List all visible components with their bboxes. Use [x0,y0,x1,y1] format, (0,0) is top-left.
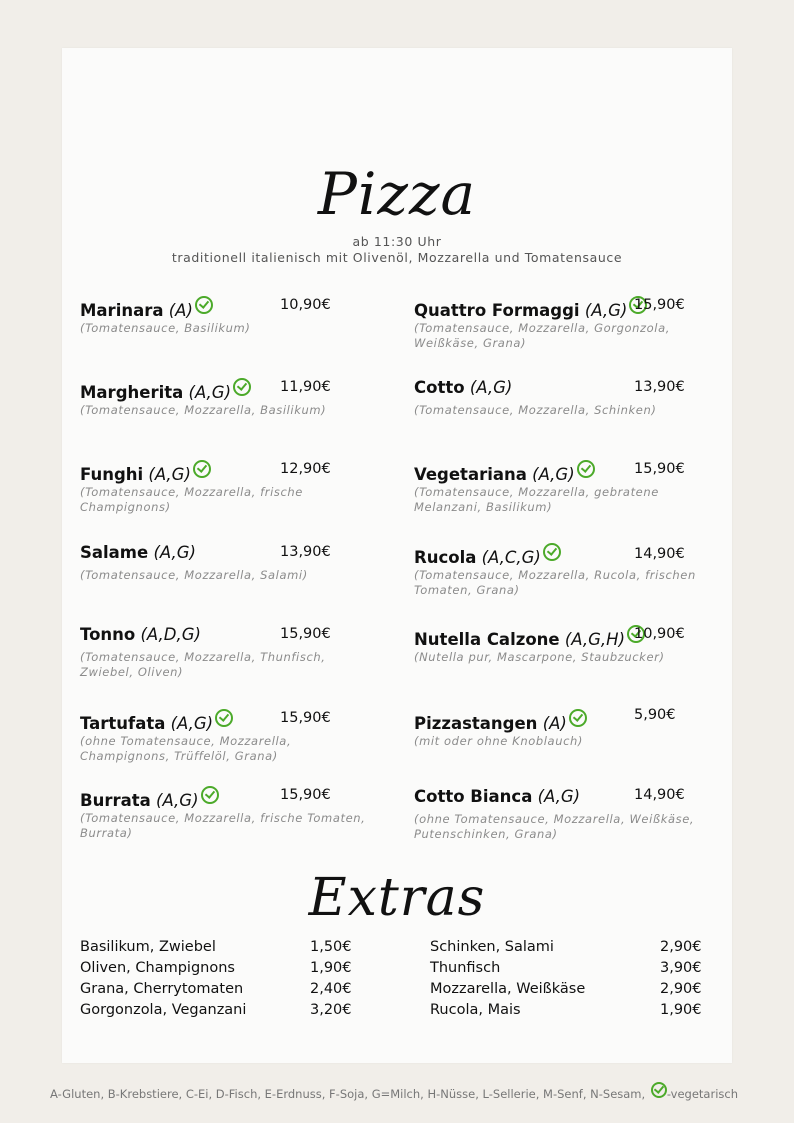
menu-item-price: 15,90€ [280,626,331,642]
menu-item-name: Salame [80,543,149,562]
menu-item-title [80,543,196,562]
menu-item-title [414,543,561,567]
menu-item-allergens: (A,C,G) [481,548,541,567]
menu-item-price: 14,90€ [634,546,685,562]
menu-item-price: 15,90€ [280,710,331,726]
menu-item-title [414,787,580,806]
menu-description: traditionell italienisch mit Olivenöl, Mozzarella und Tomatensauce [171,250,623,265]
extra-item-price: 2,90€ [660,981,702,997]
menu-item-description: (Tomatensauce, Mozzarella, Gorgonzola, Weißkäse, Grana) [414,321,670,350]
menu-item-title [414,296,647,320]
menu-item-price: 13,90€ [280,544,331,560]
menu-item-price: 14,90€ [634,787,685,803]
extra-item-name: Schinken, Salami [430,939,554,955]
menu-item-description: (Tomatensauce, Basilikum) [80,321,251,335]
menu-item-price: 15,90€ [634,297,685,313]
vegetarian-legend-label: -vegetarisch [666,1087,739,1101]
menu-item-name: Funghi [80,465,144,484]
menu-item-name: Tartufata [80,714,166,733]
menu-item-title [80,378,251,402]
menu-item-description: (Nutella pur, Mascarpone, Staubzucker) [414,650,665,664]
menu-item-allergens: (A,G) [153,543,196,562]
menu-item-name: Nutella Calzone [414,630,560,649]
menu-item-allergens: (A,G) [532,465,575,484]
menu-item-price: 11,90€ [280,379,331,395]
menu-item-name: Tonno [80,625,136,644]
menu-item-allergens: (A,G) [188,383,232,402]
menu-item-description: (ohne Tomatensauce, Mozzarella, Champignons, Trüffelöl, Grana) [80,734,292,763]
menu-item-description: (mit oder ohne Knoblauch) [414,734,583,748]
menu-item-allergens: (A,G) [584,301,628,320]
leaf-check-icon [195,296,213,314]
menu-item-allergens: (A,G) [469,378,513,397]
menu-item-title [80,460,211,484]
leaf-check-icon [201,786,219,804]
leaf-check-icon [577,460,595,478]
menu-item-price: 12,90€ [280,461,331,477]
menu-item-name: Cotto [414,378,465,397]
menu-item-title [414,709,587,733]
menu-item-description: (Tomatensauce, Mozzarella, frische Champignons) [80,485,303,514]
menu-item-name: Cotto Bianca [414,787,533,806]
menu-item-name: Quattro Formaggi [414,301,580,320]
menu-item-title [414,460,595,484]
menu-item-allergens: (A,G) [537,787,581,806]
extra-item-price: 1,90€ [660,1002,702,1018]
extra-item-name: Basilikum, Zwiebel [80,939,216,955]
menu-item-title [80,786,219,810]
menu-item-allergens: (A,D,G) [140,625,201,644]
menu-item-allergens: (A,G,H) [564,630,626,649]
menu-item-allergens: (A,G) [170,714,214,733]
menu-item-title [80,709,233,733]
leaf-check-icon [215,709,233,727]
menu-item-description: (Tomatensauce, Mozzarella, Schinken) [414,403,657,417]
menu-item-title [414,625,645,649]
extra-item-price: 2,40€ [310,981,352,997]
extra-item-name: Gorgonzola, Veganzani [80,1002,247,1018]
leaf-check-icon [569,709,587,727]
extra-item-price: 2,90€ [660,939,702,955]
menu-item-price: 15,90€ [280,787,331,803]
menu-item-allergens: (A) [542,714,567,733]
menu-item-price: 10,90€ [280,297,331,313]
menu-item-name: Rucola [414,548,477,567]
extra-item-name: Oliven, Champignons [80,960,235,976]
menu-item-title [80,625,201,644]
extra-item-name: Thunfisch [430,960,501,976]
menu-item-allergens: (A,G) [156,791,199,810]
leaf-check-icon [193,460,211,478]
menu-item-description: (ohne Tomatensauce, Mozzarella, Weißkäse, Putenschinken, Grana) [414,812,695,841]
menu-item-price: 15,90€ [634,461,685,477]
extra-item-name: Rucola, Mais [430,1002,521,1018]
extra-item-price: 3,20€ [310,1002,352,1018]
menu-item-name: Margherita [80,383,184,402]
menu-item-price: 13,90€ [634,379,685,395]
leaf-check-icon [651,1082,667,1098]
extra-item-name: Grana, Cherrytomaten [80,981,244,997]
page-title: Pizza [317,160,477,228]
menu-item-description: (Tomatensauce, Mozzarella, frische Tomaten, Burrata) [80,811,366,840]
allergen-legend [50,1082,738,1101]
extra-item-price: 3,90€ [660,960,702,976]
opening-time: ab 11:30 Uhr [352,234,442,249]
menu-item-name: Vegetariana [414,465,527,484]
menu-item-description: (Tomatensauce, Mozzarella, gebratene Melanzani, Basilikum) [414,485,659,514]
leaf-check-icon [233,378,251,396]
menu-item-name: Burrata [80,791,151,810]
menu-item-price: 5,90€ [634,707,676,723]
leaf-check-icon [543,543,561,561]
menu-item-name: Pizzastangen [414,714,538,733]
menu-item-title [414,378,512,397]
menu-item-description: (Tomatensauce, Mozzarella, Thunfisch, Zwiebel, Oliven) [80,650,326,679]
extras-title: Extras [308,868,486,928]
menu-item-price: 10,90€ [634,626,685,642]
menu-item-description: (Tomatensauce, Mozzarella, Salami) [80,568,308,582]
allergen-legend-text: A-Gluten, B-Krebstiere, C-Ei, D-Fisch, E-Erdnuss, F-Soja, G=Milch, H-Nüsse, L-Sellerie, M-Senf, N-Sesam, [50,1087,646,1101]
menu-item-description: (Tomatensauce, Mozzarella, Rucola, frischen Tomaten, Grana) [414,568,696,597]
menu-item-allergens: (A,G) [148,465,191,484]
menu-item-description: (Tomatensauce, Mozzarella, Basilikum) [80,403,327,417]
menu-item-allergens: (A) [168,301,193,320]
menu-item-name: Marinara [80,301,164,320]
extra-item-price: 1,90€ [310,960,352,976]
extra-item-price: 1,50€ [310,939,352,955]
extra-item-name: Mozzarella, Weißkäse [430,981,586,997]
menu-item-title [80,296,213,320]
